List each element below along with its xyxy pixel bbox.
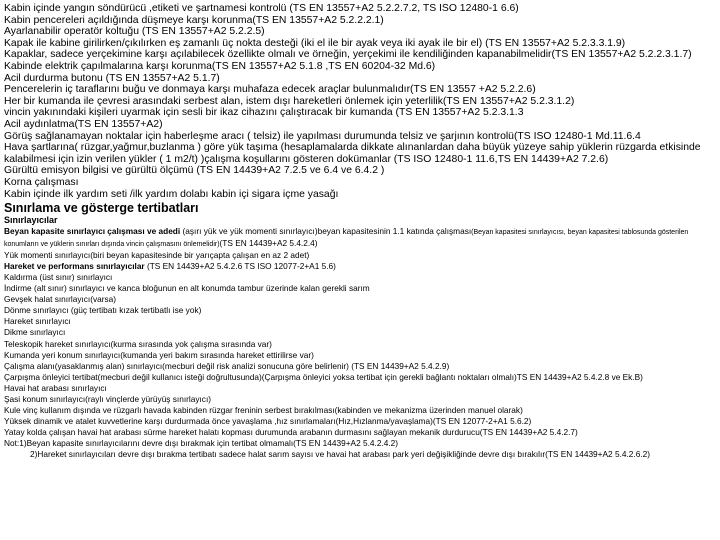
checklist-line: Korna çalışması (4, 176, 79, 188)
capacity-limiter-line (4, 226, 716, 250)
limiters-subtitle: Sınırlayıcılar (4, 215, 58, 226)
list-item: Kaldırma (üst sınır) sınırlayıcı (4, 271, 113, 282)
checklist-line: vincin yakınındaki kişileri uyarmak için sesli bir ikaz cihazını çalıştıracak bir kumanda (TS EN 13557+A2 5.2.3.1.3 (4, 107, 524, 119)
list-item: Yük momenti sınırlayıcı(biri beyan kapasitesinde bir yarıçapta çalışan en az 2 adet) (4, 249, 310, 260)
list-item: Teleskopik hareket sınırlayıcı(kurma sırasında yok çalışma sırasında var) (4, 338, 272, 349)
capacity-limiter-heading: Beyan kapasite sınırlayıcı çalışması ve adedi (4, 225, 181, 236)
list-item: Yatay kolda çalışan havai hat arabası sürme hareket halatı kopması durumunda arabanın durmasını sağlayan mekanik durdurucu(TS EN 14439+A2 5.4.2.7) (4, 427, 578, 438)
capacity-limiter-text: (aşırı yük ve yük momenti sınırlayıcı)beyan kapasitesinin 1.1 katında çalışması (180, 225, 472, 236)
list-item: İndirme (alt sınır) sınırlayıcı ve kanca bloğunun en alt konumda tambur üzerinde kalan gerekli sarım (4, 283, 370, 294)
motion-limiter-text: (TS EN 14439+A2 5.4.2.6 TS ISO 12077-2+A1 5.6) (144, 260, 336, 271)
list-item: Hareket sınırlayıcı (4, 316, 71, 327)
checklist-line: Kapak ile kabine girilirken/çıkılırken eş zamanlı üç nokta desteği (iki el ile bir ayak veya iki ayak ile bir el) (TS EN 13557+A2 5.2.3.3.1.9) (4, 37, 626, 49)
checklist-line: Kapaklar, sadece yerçekimine karşı açılabilecek özellikte olmalı ve örneğin, yerçekimi ile kendiliğinden kapanabilmelidir(TS EN 13557+A2 5.2.2.3.1.7) (4, 49, 692, 61)
capacity-limiter-note: (Beyan kapasitesi sınırlayıcısı, beyan kapasitesi tablosunda gösterilen konumların ve yüklerin sınırları dışında vincin çalışmasını önlemelidir) (4, 228, 689, 248)
list-item: Çalışma alanı(yasaklanmış alan) sınırlayıcı(mecburi değil risk analizi sonucuna göre belirlenir) (TS EN 14439+A2 5.4.2.9) (4, 360, 450, 371)
checklist-line: Acil durdurma butonu (TS EN 13557+A2 5.1.7) (4, 72, 220, 84)
checklist-line: Kabinde elektrik çapılmalarına karşı korunma(TS EN 13557+A2 5.1.8 ,TS EN 60204-32 Md.6) (4, 60, 436, 72)
checklist-line: Her bir kumanda ile çevresi arasındaki serbest alan, istem dışı hareketleri önlemek için yeterlilik(TS EN 13557+A2 5.2.3.1.2) (4, 95, 575, 107)
list-item: Çarpışma önleyici tertibat(mecburi değil kullanıcı isteği doğrultusunda)(Çarpışma önleyici yoksa tertibat için gerekli bağlantı noktaları olmalı)TS EN 14439+A2 5.4.2.8 ve Ek.B) (4, 371, 643, 382)
checklist-line: Kabin içinde ilk yardım seti /ilk yardım dolabı kabin içi sigara içme yasağı (4, 188, 339, 200)
checklist-line: Ayarlanabilir operatör koltuğu (TS EN 13557+A2 5.2.2.5) (4, 26, 265, 38)
list-item: Dikme sınırlayıcı (4, 327, 66, 338)
checklist-line: Kabin pencereleri açıldığında düşmeye karşı korunma(TS EN 13557+A2 5.2.2.2.1) (4, 14, 384, 26)
section-title: Sınırlama ve gösterge tertibatları (4, 201, 199, 216)
list-item: Yüksek dinamik ve atalet kuvvetlerine karşı durdurmada önce yavaşlama ,hız sınırlamaları(Hız,Hızlanma/yavaşlama)(TS EN 12077-2+A1 5.6.2) (4, 416, 532, 427)
note-2: 2)Hareket sınırlayıcıları devre dışı bırakma tertibatı sadece halat sarım sayısı ve havai hat arabası park yeri değişikliğinde devre dışı bırakılır(TS EN 14439+A2 5.4.2.6.2) (30, 449, 651, 460)
list-item: Kumanda yeri konum sınırlayıcı(kumanda yeri bakım sırasında hareket ettirilirse var) (4, 349, 314, 360)
checklist-line: Hava şartlarına( rüzgar,yağmur,buzlanma ) göre yük taşıma (hesaplamalarda dikkate alınanlardan daha büyük yüzeye sahip yüklerin rüzgarda etkisinde kalabilmesi için izin verilen yükler ( 1 m2/t) )çalışma koşullarını gösteren dokümanlar (TS ISO 12480-1 11.6,TS EN 14439+A2 7.2.6) (4, 142, 701, 165)
list-item: Kule vinç kullanım dışında ve rüzgarlı havada kabinden rüzgar freninin serbest bırakılması(kabinden ve mekanizma üzerinden manuel olarak) (4, 405, 523, 416)
list-item: Dönme sınırlayıcı (güç tertibatı kızak tertibatlı ise yok) (4, 305, 202, 316)
list-item: Gevşek halat sınırlayıcı(varsa) (4, 294, 117, 305)
note-1: Not:1)Beyan kapasite sınırlayıcılarını devre dışı bırakmak için tertibat olmamalı(TS EN 14439+A2 5.4.2.4.2) (4, 438, 399, 449)
list-item: Havai hat arabası sınırlayıcı (4, 382, 107, 393)
checklist-line: Gürültü emisyon bilgisi ve gürültü ölçümü (TS EN 14439+A2 7.2.5 ve 6.4 ve 6.4.2 ) (4, 165, 385, 177)
limiters-list (4, 226, 716, 461)
checklist-line: Pencerelerin iç taraflarını buğu ve donmaya karşı muhafaza edecek araçlar bulunmalıdır(TS EN 13557 +A2 5.2.2.6) (4, 84, 536, 96)
cabin-checklist (4, 3, 716, 200)
capacity-limiter-ref: (TS EN 14439+A2 5.4.2.4) (219, 237, 318, 248)
checklist-line: Acil aydınlatma(TS EN 13557+A2) (4, 118, 163, 130)
checklist-line: Görüş sağlanamayan noktalar için haberleşme aracı ( telsiz) ile yapılması durumunda telsiz ve şarjının kontrolü(TS ISO 12480-1 Md.11.6.4 (4, 130, 641, 142)
checklist-line: Kabin içinde yangın söndürücü ,etiketi ve şartnamesi kontrolü (TS EN 13557+A2 5.2.2.7.2, TS ISO 12480-1 6.6) (4, 3, 519, 14)
list-item: Şasi konum sınırlayıcı(raylı vinçlerde yürüyüş sınırlayıcı) (4, 394, 212, 404)
motion-limiter-line (4, 261, 716, 272)
motion-limiter-heading: Hareket ve performans sınırlayıcılar (4, 260, 145, 271)
